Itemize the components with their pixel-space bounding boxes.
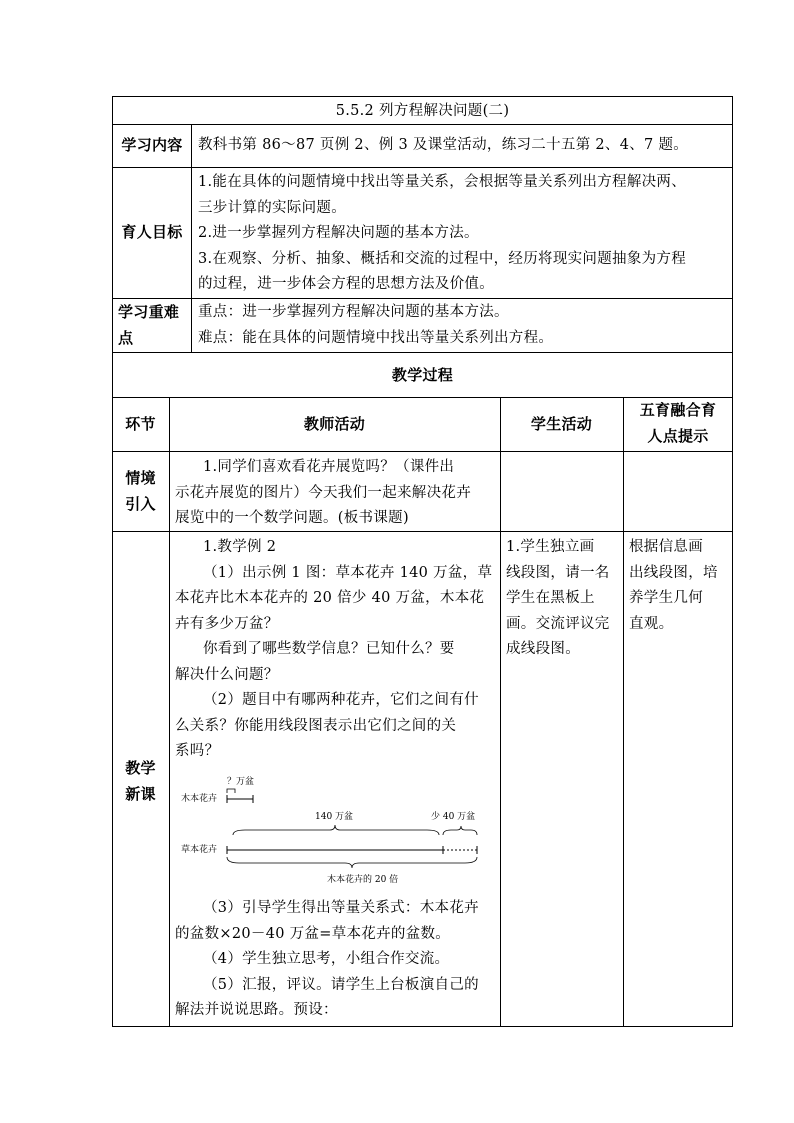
teacher-line: 1.教学例 2	[203, 539, 277, 555]
teacher-line: 解决什么问题？	[175, 666, 279, 683]
intro-line: 示花卉展览的图片）今天我们一起来解决花卉	[175, 484, 471, 501]
teacher-line: 的盆数×20－40 万盆=草本花卉的盆数。	[175, 925, 451, 942]
row-divider	[112, 352, 733, 353]
bottom-brace	[227, 857, 477, 868]
focus-point: 重点：进一步掌握列方程解决问题的基本方法。	[198, 304, 509, 320]
diagram-svg	[175, 775, 495, 890]
teacher-line: 本花卉比木本花卉的 20 倍少 40 万盆，木本花	[175, 590, 485, 606]
bottom-label: 木本花卉的 20 倍	[327, 875, 399, 885]
goal-line: 三步计算的实际问题。	[198, 199, 346, 216]
row-divider	[112, 451, 733, 452]
keypoints-label-line: 学习重难	[118, 303, 180, 321]
newlesson-teacher-text-a	[175, 535, 497, 765]
goal-line: 的过程，进一步体会方程的思想方法及价值。	[198, 276, 494, 292]
goals-label: 育人目标	[121, 223, 183, 241]
intro-line: 1.同学们喜欢看花卉展览吗？（课件出	[203, 459, 455, 475]
content-text: 教科书第 86～87 页例 2、例 3 及课堂活动，练习二十五第 2、4、7 题。	[198, 137, 689, 153]
col-divider	[169, 397, 170, 1027]
newlesson-teacher-text-b	[175, 896, 497, 1024]
header-tips	[623, 398, 733, 449]
herb-brace	[233, 825, 439, 835]
intro-stage	[112, 466, 169, 517]
header-teacher: 教师活动	[303, 415, 366, 433]
goals-text	[198, 170, 732, 298]
herb-amount-label: 140 万盆	[315, 812, 354, 822]
header-stage: 环节	[125, 415, 156, 433]
less-brace	[443, 826, 477, 835]
header-tips-line: 人点提示	[647, 426, 709, 445]
student-line: 线段图，请一名	[506, 564, 610, 581]
row-divider	[112, 298, 733, 299]
col-divider	[623, 397, 624, 1027]
intro-line: 展览中的一个数学问题。(板书课题)	[175, 510, 409, 526]
tips-line: 直观。	[629, 615, 674, 632]
process-title: 教学过程	[391, 366, 454, 384]
newlesson-tips-text	[629, 535, 731, 637]
goal-line: 3.在观察、分析、抽象、概括和交流的过程中，经历将现实问题抽象为方程	[198, 250, 687, 267]
header-student: 学生活动	[530, 415, 593, 433]
intro-teacher-text	[175, 455, 497, 532]
student-line: 画。交流评议完	[506, 615, 610, 632]
newlesson-stage	[112, 756, 169, 807]
intro-stage-line: 引入	[125, 494, 156, 513]
tips-line: 根据信息画	[629, 539, 703, 555]
col-divider	[500, 397, 501, 1027]
row-divider	[112, 167, 733, 168]
teacher-line: 解法并说说思路。预设：	[175, 1002, 338, 1018]
difficulty-point: 难点：能在具体的问题情境中找出等量关系列出方程。	[198, 329, 554, 346]
newlesson-stage-line: 教学	[125, 759, 156, 777]
lesson-title: 5.5.2 列方程解决问题(二)	[335, 103, 510, 119]
intro-stage-line: 情境	[125, 469, 156, 487]
student-line: 成线段图。	[506, 641, 580, 657]
tips-line: 出线段图，培	[629, 564, 718, 581]
teacher-line: 卉有多少万盆？	[175, 615, 279, 632]
goal-line: 2.进一步掌握列方程解决问题的基本方法。	[198, 225, 479, 241]
newlesson-stage-line: 新课	[125, 784, 156, 803]
herb-label: 草本花卉	[181, 845, 218, 855]
student-line: 1.学生独立画	[506, 539, 595, 555]
keypoints-label	[118, 300, 190, 351]
unknown-label: ？万盆	[227, 777, 255, 787]
unknown-bracket	[227, 789, 235, 793]
newlesson-student-text	[506, 535, 621, 663]
teacher-line: （3）引导学生得出等量关系式：木本花卉	[203, 900, 479, 916]
teacher-line: 么关系？你能用线段图表示出它们之间的关	[175, 717, 457, 734]
line-segment-diagram	[175, 775, 495, 890]
tips-line: 养学生几何	[629, 590, 703, 606]
teacher-line: 系吗？	[175, 743, 220, 759]
content-label: 学习内容	[121, 136, 183, 154]
header-tips-line: 五育融合育	[639, 401, 717, 419]
keypoints-label-line: 点	[118, 328, 134, 347]
student-line: 学生在黑板上	[506, 590, 595, 606]
teacher-line: （4）学生独立思考，小组合作交流。	[203, 951, 450, 967]
teacher-line: （2）题目中有哪两种花卉，它们之间有什	[203, 692, 479, 708]
teacher-line: （5）汇报，评议。请学生上台板演自己的	[203, 976, 479, 993]
teacher-line: 你看到了哪些数学信息？已知什么？要	[203, 641, 455, 657]
goal-line: 1.能在具体的问题情境中找出等量关系，会根据等量关系列出方程解决两、	[198, 174, 687, 190]
teacher-line: （1）出示例 1 图：草本花卉 140 万盆，草	[203, 564, 493, 581]
keypoints-text	[198, 300, 732, 351]
less-amount-label: 少 40 万盆	[431, 812, 476, 822]
woody-label: 木本花卉	[181, 794, 218, 804]
